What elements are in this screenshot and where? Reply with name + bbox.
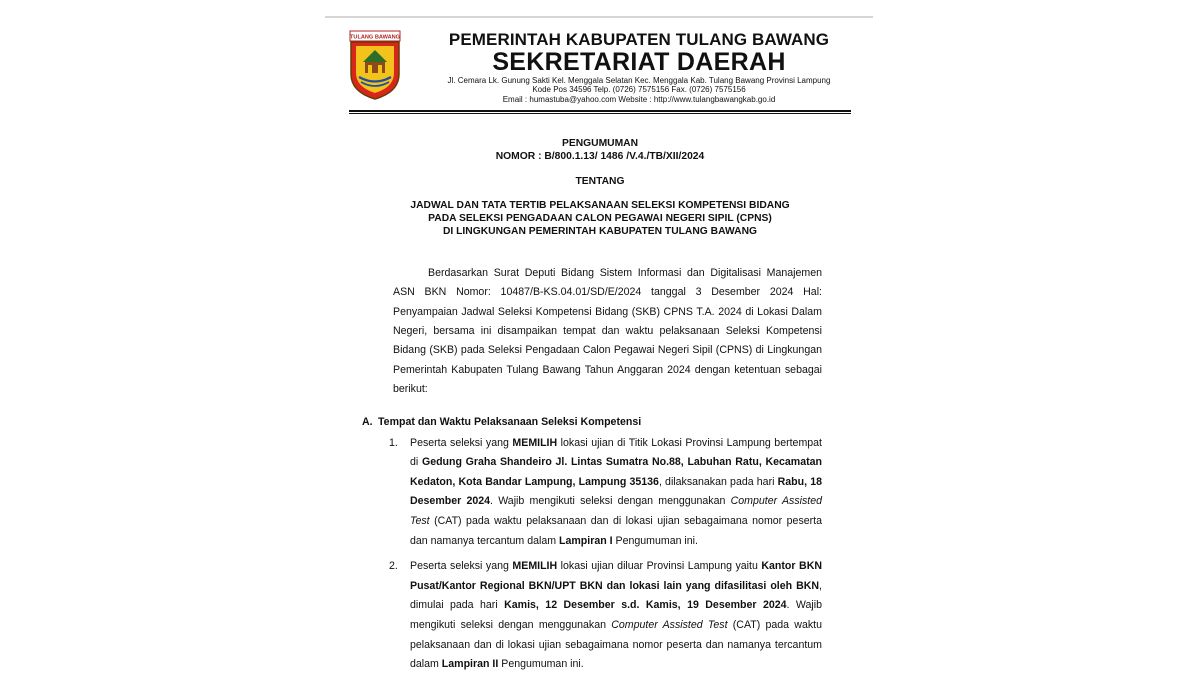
address-line-1: Jl. Cemara Lk. Gunung Sakti Kel. Menggala Selatan Kec. Menggala Kab. Tulang Bawang Provinsi Lampung bbox=[447, 76, 831, 85]
item-text: , dilaksanakan pada hari bbox=[658, 475, 778, 488]
item-number: 2. bbox=[389, 560, 398, 573]
address-line-2: Kode Pos 34596 Telp. (0726) 7575156 Fax. (0726) 7575156 bbox=[532, 85, 746, 95]
item-location: Kantor BKN Pusat/Kantor Regional BKN/UPT BKN dan lokasi lain yang difasilitasi oleh BKN bbox=[410, 560, 822, 592]
item-text: Pengumuman ini. bbox=[612, 534, 698, 547]
item-date: Rabu, 18 Desember 2024 bbox=[410, 475, 823, 508]
letterhead-rule-thin bbox=[349, 113, 851, 114]
item-text: Peserta seleksi yang bbox=[410, 436, 513, 449]
announcement-document bbox=[345, 28, 855, 681]
item-emphasis: MEMILIH bbox=[512, 560, 558, 573]
list-item bbox=[389, 557, 823, 675]
item-text: . Wajib mengikuti seleksi dengan menggunakan bbox=[410, 599, 823, 631]
letterhead bbox=[345, 28, 855, 110]
section-title: Tempat dan Waktu Pelaksanaan Seleksi Kompetensi bbox=[378, 415, 642, 428]
regency-emblem-icon bbox=[347, 30, 403, 100]
letterhead-text bbox=[429, 30, 849, 104]
announcement-subject bbox=[345, 200, 855, 238]
announcement-heading: PENGUMUMAN bbox=[561, 138, 639, 149]
section-a-heading bbox=[362, 414, 855, 430]
list-item bbox=[389, 434, 823, 552]
section-a-list bbox=[389, 434, 823, 675]
item-text: , dimulai pada hari bbox=[410, 579, 822, 612]
item-text: (CAT) pada waktu pelaksanaan dan di lokasi ujian sebagaimana nomor peserta dan namanya tercantum dalam bbox=[410, 618, 822, 671]
item-number: 1. bbox=[389, 436, 398, 449]
item-italic-term: Computer Assisted Test bbox=[611, 618, 728, 631]
item-text: Peserta seleksi yang bbox=[410, 560, 513, 573]
contact-line: Email : humastuba@yahoo.com Website : http://www.tulangbawangkab.go.id bbox=[502, 94, 776, 104]
subject-line-2: PADA SELEKSI PENGADAAN CALON PEGAWAI NEGERI SIPIL (CPNS) bbox=[428, 213, 772, 225]
letterhead-rule bbox=[349, 110, 851, 112]
item-text: Pengumuman ini. bbox=[498, 658, 584, 671]
office-name: SEKRETARIAT DAERAH bbox=[492, 48, 786, 76]
item-text: . Wajib mengikuti seleksi dengan menggunakan bbox=[490, 495, 731, 508]
announcement-number: NOMOR : B/800.1.13/ 1486 /V.4./TB/XII/2024 bbox=[495, 150, 705, 162]
announcement-title bbox=[345, 138, 855, 164]
item-attachment-ref: Lampiran I bbox=[559, 534, 613, 547]
item-location: Gedung Graha Shandeiro Jl. Lintas Sumatra No.88, Labuhan Ratu, Kecamatan Kedaton, Kota Bandar Lampung, Lampung 35136 bbox=[410, 456, 822, 488]
subject-line-3: DI LINGKUNGAN PEMERINTAH KABUPATEN TULANG BAWANG bbox=[442, 225, 758, 237]
item-date: Kamis, 12 Desember s.d. Kamis, 19 Desember 2024 bbox=[504, 599, 787, 612]
item-text: lokasi ujian di Titik Lokasi Provinsi Lampung bertempat di bbox=[410, 436, 823, 469]
item-attachment-ref: Lampiran II bbox=[441, 658, 499, 671]
section-letter: A. bbox=[362, 415, 373, 428]
tentang-label: TENTANG bbox=[575, 175, 625, 187]
item-text: (CAT) pada waktu pelaksanaan dan di lokasi ujian sebagaimana nomor peserta dan namanya tercantum dalam bbox=[410, 515, 822, 547]
intro-paragraph: Berdasarkan Surat Deputi Bidang Sistem Informasi dan Digitalisasi Manajemen ASN BKN Nomor: 10487/B-KS.04.01/SD/E/2024 tanggal 3 Desember 2024 Hal: Penyampaian Jadwal Seleksi Kompetensi Bidang (SKB) CPNS T.A. 2024 di Lokasi Dalam Negeri, bersama ini disampaikan tempat dan waktu pelaksanaan Seleksi Kompetensi Bidang (SKB) pada Seleksi Pengadaan Calon Pegawai Negeri Sipil (CPNS) di Lingkungan Pemerintah Kabupaten Tulang Bawang Tahun Anggaran 2024 dengan ketentuan sebagai berikut: bbox=[393, 266, 822, 396]
item-italic-term: Computer Assisted Test bbox=[410, 495, 823, 527]
top-divider bbox=[325, 16, 873, 18]
item-emphasis: MEMILIH bbox=[512, 436, 558, 449]
government-name: PEMERINTAH KABUPATEN TULANG BAWANG bbox=[448, 30, 830, 49]
svg-text:TULANG BAWANG: TULANG BAWANG bbox=[349, 34, 401, 41]
item-text: lokasi ujian diluar Provinsi Lampung yaitu bbox=[557, 560, 762, 573]
subject-line-1: JADWAL DAN TATA TERTIB PELAKSANAAN SELEKSI KOMPETENSI BIDANG bbox=[410, 200, 790, 212]
